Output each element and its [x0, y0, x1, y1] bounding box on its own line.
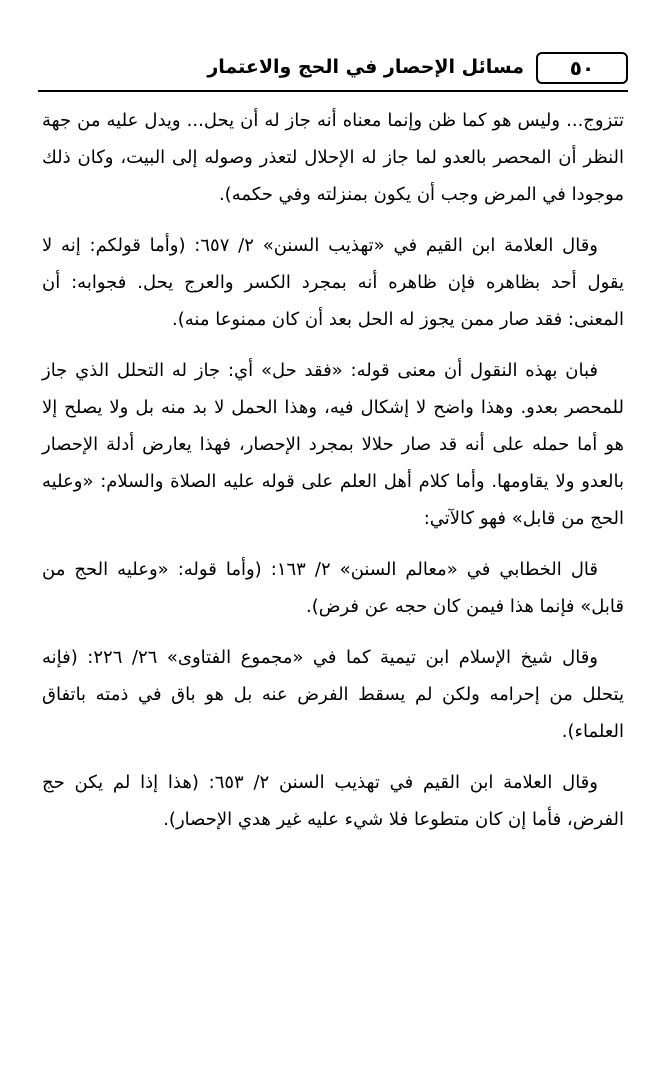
page-body — [42, 102, 624, 852]
paragraph-3: فبان بهذه النقول أن معنى قوله: «فقد حل» أي: جاز له التحلل الذي جاز للمحصر بعدو. وهذا واضح لا إشكال فيه، وهذا الحمل لا بد منه بل ولا يصلح إلا هو أما حمله على أنه قد صار حلالا بمجرد الإحصار، فهذا يعارض أدلة الإحصار بالعدو ولا يقاومها. وأما كلام أهل العلم على قوله عليه الصلاة والسلام: «وعليه الحج من قابل» فهو كالآتي: — [42, 360, 624, 529]
paragraph-2: وقال العلامة ابن القيم في «تهذيب السنن» ٢/ ٦٥٧: (وأما قولكم: إنه لا يقول أحد بظاهره فإن ظاهره أنه بمجرد الكسر والعرج يحل. فجوابه: أن المعنى: فقد صار ممن يجوز له الحل بعد أن كان ممنوعا منه). — [42, 235, 624, 330]
paragraph-5: وقال شيخ الإسلام ابن تيمية كما في «مجموع الفتاوى» ٢٦/ ٢٢٦: (فإنه يتحلل من إحرامه ولكن لم يسقط الفرض عنه بل هو باق في ذمته باتفاق العلماء). — [42, 647, 624, 742]
paragraph-4: قال الخطابي في «معالم السنن» ٢/ ١٦٣: (وأما قوله: «وعليه الحج من قابل» فإنما هذا فيمن كان حجه عن فرض). — [42, 559, 624, 617]
page-number: ٥٠ — [536, 52, 628, 84]
page-header — [38, 52, 628, 86]
paragraph-1: تتزوج... وليس هو كما ظن وإنما معناه أنه جاز له أن يحل... ويدل عليه من جهة النظر أن المحصر بالعدو لما جاز له الإحلال لتعذر وصوله إلى البيت، وكان ذلك موجودا في المرض وجب أن يكون بمنزلته وفي حكمه). — [42, 110, 624, 205]
paragraph-6: وقال العلامة ابن القيم في تهذيب السنن ٢/ ٦٥٣: (هذا إذا لم يكن حج الفرض، فأما إن كان متطوعا فلا شيء عليه غير هدي الإحصار). — [42, 772, 624, 830]
header-divider — [38, 90, 628, 92]
running-title: مسائل الإحصار في الحج والاعتمار — [207, 56, 524, 78]
